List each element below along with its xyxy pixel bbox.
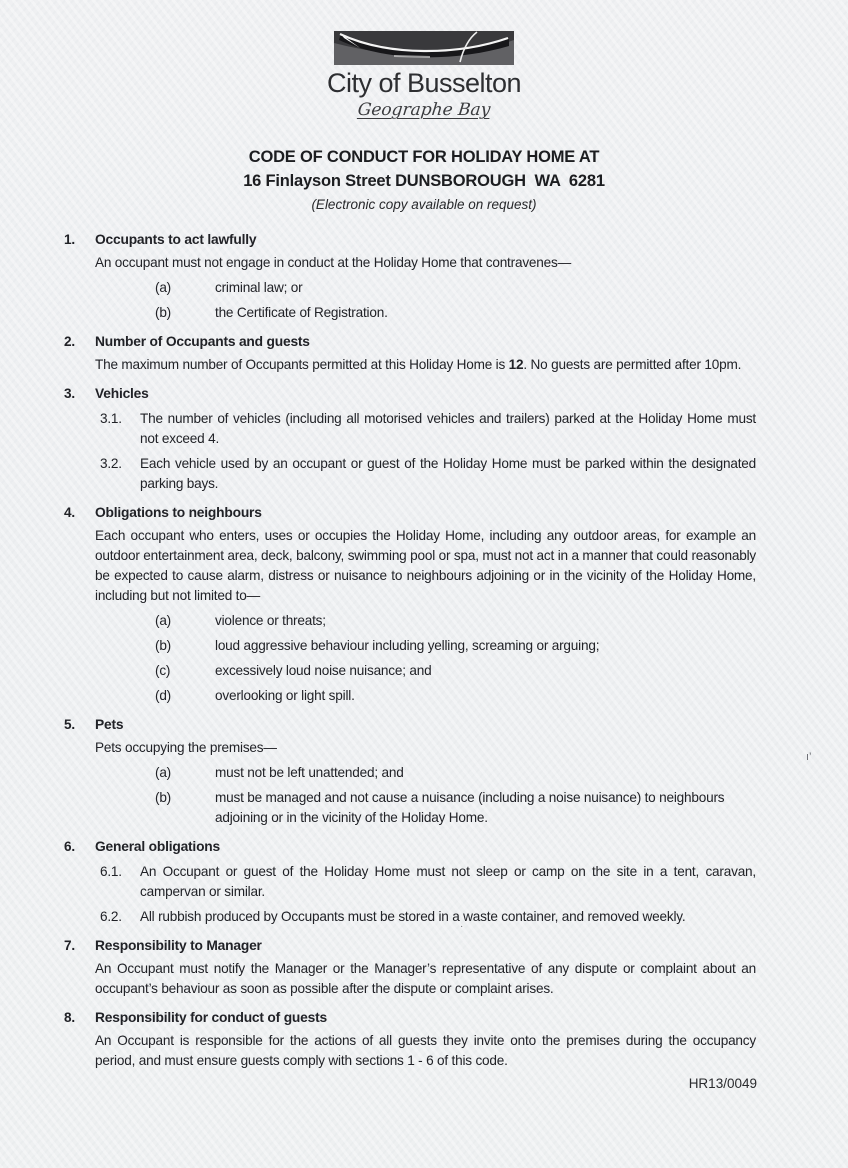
document-title bbox=[0, 146, 848, 214]
list-item bbox=[64, 661, 756, 681]
section-number: 8. bbox=[64, 1009, 75, 1025]
section-number: 3. bbox=[64, 385, 75, 401]
list-marker: (b) bbox=[155, 789, 172, 805]
numbered-subclause bbox=[64, 409, 756, 449]
title-line-3: (Electronic copy available on request) bbox=[311, 196, 537, 212]
section-title: Responsibility for conduct of guests bbox=[95, 1009, 327, 1025]
section-responsibility-to-manager bbox=[64, 936, 756, 999]
section-obligations-to-neighbours bbox=[64, 503, 756, 706]
section-heading bbox=[64, 384, 756, 404]
section-heading bbox=[64, 332, 756, 352]
list-item bbox=[64, 763, 756, 783]
section-number-of-occupants bbox=[64, 332, 756, 375]
subclause-text: All rubbish produced by Occupants must be stored in a waste container, and removed weekly. bbox=[140, 908, 686, 924]
list-item bbox=[64, 278, 756, 298]
section-heading bbox=[64, 715, 756, 735]
section-vehicles bbox=[64, 384, 756, 494]
list-marker: (c) bbox=[155, 662, 171, 678]
logo-tagline: Geographe Bay bbox=[356, 100, 492, 120]
list-item-text: violence or threats; bbox=[215, 612, 326, 628]
list-item-text: criminal law; or bbox=[215, 279, 303, 295]
section-title: Number of Occupants and guests bbox=[95, 333, 310, 349]
section-title: Responsibility to Manager bbox=[95, 937, 262, 953]
section-paragraph: An Occupant is responsible for the actions of all guests they invite onto the premises during the occupancy period, and must ensure guests comply with sections 1 - 6 of this code. bbox=[95, 1032, 756, 1068]
subclause-number: 3.1. bbox=[100, 410, 122, 426]
section-heading bbox=[64, 837, 756, 857]
numbered-subclause bbox=[64, 454, 756, 494]
list-item-text: the Certificate of Registration. bbox=[215, 304, 388, 320]
section-paragraph: An Occupant must notify the Manager or the Manager’s representative of any dispute or complaint about an occupant’s behaviour as soon as possible after the dispute or complaint arises. bbox=[95, 960, 756, 996]
section-paragraph: Each occupant who enters, uses or occupies the Holiday Home, including any outdoor areas, for example an outdoor entertainment area, deck, balcony, swimming pool or spa, must not act in a manner that could reasonably be expected to cause alarm, distress or nuisance to neighbours adjoining or in the vicinity of the Holiday Home, including but not limited to— bbox=[95, 527, 756, 603]
paragraph-text: . No guests are permitted after 10pm. bbox=[523, 356, 742, 372]
document-body bbox=[64, 230, 756, 1071]
section-number: 5. bbox=[64, 716, 75, 732]
subclause-text: The number of vehicles (including all motorised vehicles and trailers) parked at the Holiday Home must not exceed 4. bbox=[140, 410, 756, 446]
list-item-text: loud aggressive behaviour including yelling, screaming or arguing; bbox=[215, 637, 600, 653]
list-item-text: overlooking or light spill. bbox=[215, 687, 355, 703]
section-heading bbox=[64, 230, 756, 250]
scan-artifact-speck: ı’ bbox=[806, 751, 812, 763]
list-marker: (d) bbox=[155, 687, 172, 703]
list-item-text: excessively loud noise nuisance; and bbox=[215, 662, 432, 678]
city-of-busselton-logo bbox=[327, 31, 521, 120]
lettered-list bbox=[64, 278, 756, 323]
section-title: General obligations bbox=[95, 838, 220, 854]
list-marker: (a) bbox=[155, 764, 172, 780]
lettered-list bbox=[64, 611, 756, 706]
scan-artifact-dot: · bbox=[460, 921, 464, 932]
list-marker: (b) bbox=[155, 637, 172, 653]
list-item bbox=[64, 303, 756, 323]
section-heading bbox=[64, 503, 756, 523]
subclause-text: Each vehicle used by an occupant or guest of the Holiday Home must be parked within the designated parking bays. bbox=[140, 455, 756, 491]
subclause-number: 3.2. bbox=[100, 455, 122, 471]
section-title: Occupants to act lawfully bbox=[95, 231, 257, 247]
section-paragraph bbox=[95, 355, 756, 375]
section-number: 6. bbox=[64, 838, 75, 854]
list-item-text: must be managed and not cause a nuisance (including a noise nuisance) to neighbours adjoining or in the vicinity of the Holiday Home. bbox=[215, 789, 725, 825]
section-title: Vehicles bbox=[95, 385, 149, 401]
section-number: 7. bbox=[64, 937, 75, 953]
document-reference-number: HR13/0049 bbox=[688, 1076, 757, 1091]
section-responsibility-for-guests bbox=[64, 1008, 756, 1071]
subclause-text: An Occupant or guest of the Holiday Home must not sleep or camp on the site in a tent, caravan, campervan or similar. bbox=[140, 863, 756, 899]
list-marker: (a) bbox=[155, 279, 172, 295]
title-line-1: CODE OF CONDUCT FOR HOLIDAY HOME AT bbox=[248, 148, 600, 166]
section-number: 4. bbox=[64, 504, 75, 520]
section-title: Pets bbox=[95, 716, 124, 732]
section-heading bbox=[64, 936, 756, 956]
section-occupants-to-act-lawfully bbox=[64, 230, 756, 323]
subclause-number: 6.1. bbox=[100, 863, 122, 879]
list-marker: (a) bbox=[155, 612, 172, 628]
list-item bbox=[64, 611, 756, 631]
list-item-text: must not be left unattended; and bbox=[215, 764, 404, 780]
section-number: 1. bbox=[64, 231, 75, 247]
lettered-list bbox=[64, 763, 756, 828]
section-pets bbox=[64, 715, 756, 828]
list-item bbox=[64, 788, 756, 828]
document-header bbox=[0, 0, 848, 120]
title-line-2: 16 Finlayson Street DUNSBOROUGH WA 6281 bbox=[243, 172, 605, 191]
section-paragraph: Pets occupying the premises— bbox=[95, 739, 277, 755]
section-title: Obligations to neighbours bbox=[95, 504, 262, 520]
section-general-obligations bbox=[64, 837, 756, 927]
list-item bbox=[64, 686, 756, 706]
subclause-number: 6.2. bbox=[100, 908, 122, 924]
section-paragraph: An occupant must not engage in conduct at the Holiday Home that contravenes— bbox=[95, 254, 571, 270]
list-item bbox=[64, 636, 756, 656]
jetty-boat-logo-icon bbox=[334, 31, 514, 65]
list-marker: (b) bbox=[155, 304, 172, 320]
paragraph-text: The maximum number of Occupants permitted at this Holiday Home is bbox=[95, 356, 509, 372]
max-occupants-value: 12 bbox=[508, 356, 524, 372]
numbered-subclause bbox=[64, 862, 756, 902]
section-number: 2. bbox=[64, 333, 75, 349]
numbered-subclause bbox=[64, 907, 756, 927]
section-heading bbox=[64, 1008, 756, 1028]
logo-org-name: City of Busselton bbox=[326, 68, 522, 98]
